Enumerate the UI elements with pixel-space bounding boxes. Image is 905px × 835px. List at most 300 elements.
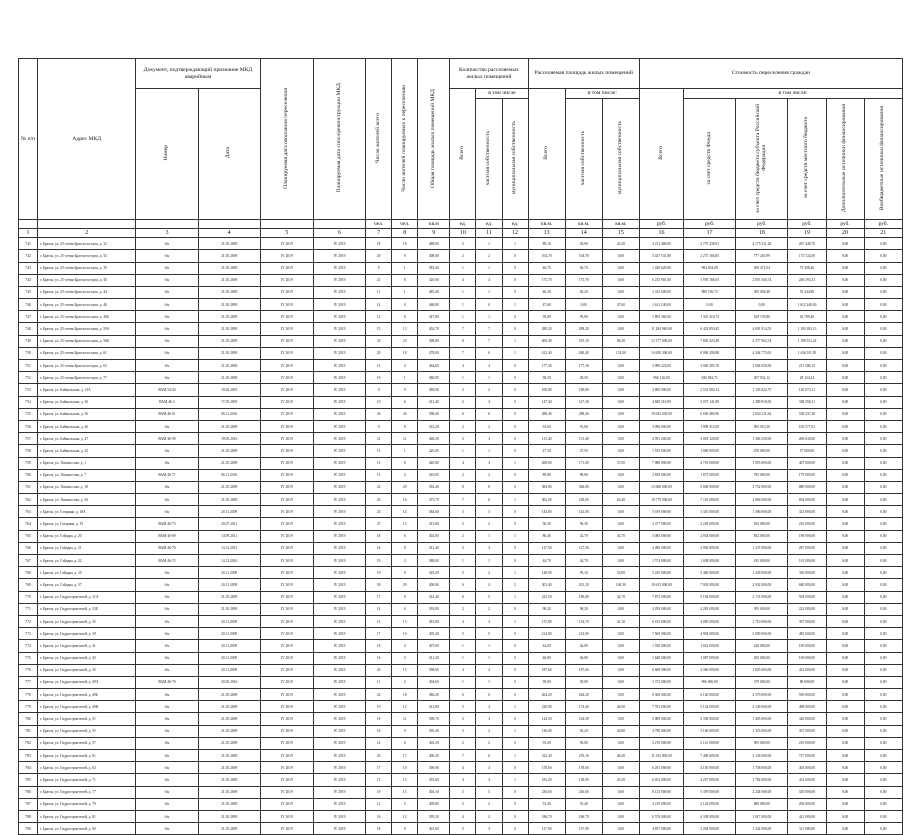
table-cell: б/н <box>136 798 198 810</box>
table-row <box>19 518 903 530</box>
table-cell: 0 <box>502 640 528 652</box>
table-cell: 230,60 <box>528 786 565 798</box>
table-row <box>19 774 903 786</box>
table-cell: 0,00 <box>602 469 639 481</box>
table-cell: 75 308,46 <box>788 262 826 274</box>
table-cell: 0,00 <box>864 750 902 762</box>
table-cell: 0,00 <box>864 823 902 835</box>
table-cell: 398,40 <box>418 408 450 420</box>
table-cell: 39,00 <box>528 676 565 688</box>
table-cell: 20.11.2009 <box>198 664 260 676</box>
table-cell: 40,20 <box>528 286 565 298</box>
table-row <box>19 579 903 591</box>
table-cell: 0 <box>502 408 528 420</box>
table-cell: 12 <box>392 701 418 713</box>
row-number-cell: 785 <box>19 774 38 786</box>
table-cell: 11 <box>366 676 392 688</box>
table-cell: IV 2019 <box>260 408 313 420</box>
table-cell: 307 032,12 <box>736 372 788 384</box>
table-cell: 0,00 <box>826 299 864 311</box>
table-cell: IV 2019 <box>313 713 365 725</box>
table-cell: 1 550 000,00 <box>639 640 683 652</box>
table-body <box>19 238 903 835</box>
table-cell: 27 <box>366 518 392 530</box>
table-cell: 21.05.2009 <box>198 238 260 250</box>
table-cell: 4 849 310,00 <box>639 396 683 408</box>
table-cell: б/н <box>136 481 198 493</box>
table-cell: 0,00 <box>826 530 864 542</box>
table-cell: 0,00 <box>826 274 864 286</box>
table-cell: 955 000,00 <box>736 603 788 615</box>
table-cell: 104,70 <box>565 250 602 262</box>
table-cell: 15 <box>366 469 392 481</box>
row-number-cell: 757 <box>19 433 38 445</box>
table-cell: 0 <box>502 628 528 640</box>
address-cell: г. Братск, ул. 25-летия Братскгэсстроя, д. 61 <box>38 347 136 359</box>
table-cell: 0,00 <box>826 676 864 688</box>
table-cell: 7 <box>476 323 502 335</box>
table-cell: 0,00 <box>826 542 864 554</box>
table-cell: 0,00 <box>826 469 864 481</box>
table-cell: IV 2019 <box>260 518 313 530</box>
table-cell: 23 <box>366 506 392 518</box>
table-cell: 20 <box>366 664 392 676</box>
address-cell: г. Братск, ул. 25-летия Братскгэсстроя, д. 44 <box>38 286 136 298</box>
table-cell: б/н <box>136 420 198 432</box>
table-cell: 596 000,00 <box>788 689 826 701</box>
header-doc-number: Номер <box>136 89 198 220</box>
table-cell: IV 2019 <box>260 713 313 725</box>
table-cell: 21.05.2009 <box>198 725 260 737</box>
table-cell: 14 <box>366 603 392 615</box>
table-cell: б/н <box>136 274 198 286</box>
table-cell: 7 490 000,00 <box>684 750 736 762</box>
table-cell: 13 <box>366 615 392 627</box>
table-cell: 6 <box>450 689 476 701</box>
table-cell: 400,20 <box>418 750 450 762</box>
table-cell: 7 <box>476 335 502 347</box>
table-cell: 0,00 <box>864 481 902 493</box>
table-cell: 7 <box>450 323 476 335</box>
column-number: 14 <box>565 229 602 238</box>
table-cell: 504 000,00 <box>788 591 826 603</box>
table-cell: 392,40 <box>418 481 450 493</box>
header-rooms-private: частная собственность <box>476 99 502 220</box>
header-cost-extra-sources: Дополнительные источники финансирования <box>826 99 864 220</box>
table-cell: 852 000,00 <box>736 530 788 542</box>
table-cell: 0,00 <box>602 652 639 664</box>
table-cell: 4 175 311,28 <box>736 238 788 250</box>
table-cell: 8 <box>392 542 418 554</box>
table-cell: 1 893 360,00 <box>639 311 683 323</box>
table-cell: 3 377 000,00 <box>639 518 683 530</box>
table-cell: 0,00 <box>826 810 864 822</box>
table-cell: 8 123 000,00 <box>639 786 683 798</box>
table-cell: 4 <box>476 701 502 713</box>
unit-cell: ед. <box>476 220 502 229</box>
address-cell: г. Братск, ул. 25-летия Братскгэсстроя, д. 32 <box>38 238 136 250</box>
table-cell: ВАМ 46-72 <box>136 555 198 567</box>
table-row <box>19 640 903 652</box>
table-cell: б/н <box>136 494 198 506</box>
table-cell: 421 000,00 <box>788 810 826 822</box>
table-cell: 4 091 914,53 <box>736 323 788 335</box>
table-cell: 0 <box>502 786 528 798</box>
table-cell: 17 <box>392 750 418 762</box>
row-number-cell: 771 <box>19 603 38 615</box>
table-cell: 3 212 486,00 <box>639 238 683 250</box>
table-cell: 3 <box>392 652 418 664</box>
table-cell: 905 000,00 <box>736 737 788 749</box>
table-cell: 0 <box>502 798 528 810</box>
table-cell: 3 <box>450 713 476 725</box>
table-cell: ВАМ 46-70 <box>136 676 198 688</box>
header-no: № п/п <box>19 59 38 220</box>
table-cell: 216 000,00 <box>788 518 826 530</box>
table-cell: 0,00 <box>826 396 864 408</box>
table-cell: 464,60 <box>418 360 450 372</box>
table-cell: 134,70 <box>565 615 602 627</box>
table-cell: 8 096 290,88 <box>684 347 736 359</box>
table-cell: 46,80 <box>528 652 565 664</box>
table-cell: 0,00 <box>826 689 864 701</box>
table-cell: IV 2019 <box>313 786 365 798</box>
table-row <box>19 372 903 384</box>
table-cell: 21.05.2009 <box>198 250 260 262</box>
table-cell: 18 <box>366 713 392 725</box>
table-cell: 201,10 <box>565 579 602 591</box>
table-cell: 384,60 <box>418 506 450 518</box>
table-cell: 137,90 <box>528 823 565 835</box>
table-cell: 2 090 000,00 <box>736 628 788 640</box>
table-cell: 408,00 <box>418 250 450 262</box>
table-cell: 0,00 <box>864 372 902 384</box>
table-cell: IV 2019 <box>260 652 313 664</box>
table-cell: 323 000,00 <box>788 506 826 518</box>
table-cell: 3 460 000,00 <box>684 567 736 579</box>
table-cell: 520 000,00 <box>788 786 826 798</box>
row-number-cell: 751 <box>19 360 38 372</box>
table-cell: 5 194 000,00 <box>684 591 736 603</box>
table-row <box>19 433 903 445</box>
table-cell: 0,00 <box>602 737 639 749</box>
table-cell: 11 <box>392 713 418 725</box>
table-cell: 0,00 <box>602 689 639 701</box>
table-cell: 1 <box>450 311 476 323</box>
table-cell: 435 000,00 <box>736 555 788 567</box>
table-cell: 8 <box>392 311 418 323</box>
table-row <box>19 408 903 420</box>
address-cell: г. Братск, ул. Гидростроителей, д. 71 <box>38 774 136 786</box>
table-cell: 0,00 <box>602 481 639 493</box>
table-cell: 409,80 <box>418 798 450 810</box>
table-cell: б/н <box>136 372 198 384</box>
table-cell: 402,70 <box>418 323 450 335</box>
table-cell: 0,00 <box>864 420 902 432</box>
table-cell: 1 323 000,00 <box>736 725 788 737</box>
table-row <box>19 591 903 603</box>
table-cell: б/н <box>136 652 198 664</box>
table-cell: 2 273 166,85 <box>684 250 736 262</box>
table-cell: б/н <box>136 762 198 774</box>
table-cell: 0,00 <box>864 737 902 749</box>
table-cell: IV 2019 <box>260 676 313 688</box>
table-cell: 0 <box>502 360 528 372</box>
table-cell: IV 2019 <box>313 481 365 493</box>
table-cell: 0,00 <box>826 457 864 469</box>
units-row <box>19 220 903 229</box>
row-number-cell: 789 <box>19 823 38 835</box>
table-row <box>19 652 903 664</box>
table-cell: 0,00 <box>602 518 639 530</box>
table-cell: 412,40 <box>528 347 565 359</box>
row-number-cell: 763 <box>19 506 38 518</box>
table-cell: 16 <box>366 810 392 822</box>
table-cell: 96,30 <box>565 518 602 530</box>
table-row <box>19 823 903 835</box>
table-cell: 3 <box>476 506 502 518</box>
table-cell: 21.05.2009 <box>198 494 260 506</box>
table-cell: 347,80 <box>418 311 450 323</box>
row-number-cell: 769 <box>19 579 38 591</box>
table-cell: 214,90 <box>565 628 602 640</box>
column-number: 1 <box>19 229 38 238</box>
table-cell: 2 <box>476 250 502 262</box>
table-cell: 889 000,00 <box>736 798 788 810</box>
table-cell: 433,20 <box>418 420 450 432</box>
unit-cell: чел. <box>366 220 392 229</box>
table-cell: 3 <box>450 506 476 518</box>
table-cell: 383,40 <box>418 262 450 274</box>
unit-cell: руб. <box>639 220 683 229</box>
table-cell: 4 <box>476 579 502 591</box>
column-number: 2 <box>38 229 136 238</box>
table-cell: 0,00 <box>602 262 639 274</box>
table-cell: 1 <box>502 567 528 579</box>
table-cell: 14 <box>366 299 392 311</box>
table-cell: 388,00 <box>418 555 450 567</box>
table-cell: 0,00 <box>826 372 864 384</box>
table-cell: 0,00 <box>826 603 864 615</box>
table-cell: 0,00 <box>864 457 902 469</box>
table-cell: 6 422 850,45 <box>684 323 736 335</box>
table-cell: 311 000,00 <box>788 823 826 835</box>
table-cell: IV 2019 <box>260 299 313 311</box>
table-cell: 4 <box>392 469 418 481</box>
table-cell: IV 2019 <box>260 347 313 359</box>
table-cell: 0 <box>502 420 528 432</box>
table-cell: 6 <box>392 396 418 408</box>
table-cell: 0,00 <box>826 311 864 323</box>
table-cell: 0,00 <box>602 506 639 518</box>
column-number: 7 <box>366 229 392 238</box>
header-area-incl: в том числе: <box>565 89 639 99</box>
table-cell: IV 2019 <box>313 311 365 323</box>
table-cell: 2 570 000,00 <box>736 689 788 701</box>
table-cell: IV 2019 <box>260 762 313 774</box>
table-cell: 20 <box>366 750 392 762</box>
unit-cell: руб. <box>684 220 736 229</box>
table-cell: 8 <box>392 457 418 469</box>
table-cell: IV 2019 <box>313 469 365 481</box>
table-cell: 412,40 <box>418 396 450 408</box>
table-cell: 0,00 <box>602 823 639 835</box>
table-cell: 20.11.2009 <box>198 579 260 591</box>
address-cell: г. Братск, ул. Ломоносова, д. 1 <box>38 457 136 469</box>
row-number-cell: 773 <box>19 628 38 640</box>
table-cell: 211 508,13 <box>788 360 826 372</box>
table-cell: 2 770 438,91 <box>684 238 736 250</box>
unit-cell: чел. <box>392 220 418 229</box>
table-cell: IV 2019 <box>260 481 313 493</box>
table-cell: 411,20 <box>418 652 450 664</box>
header-rooms-total: Всего <box>450 89 476 220</box>
table-cell: 326 000,00 <box>788 713 826 725</box>
table-cell: 395 058,48 <box>736 286 788 298</box>
table-cell: 260,40 <box>565 347 602 359</box>
table-cell: 1 <box>392 286 418 298</box>
table-cell: 223,50 <box>528 591 565 603</box>
table-cell: 0 <box>502 689 528 701</box>
table-cell: 5 <box>450 701 476 713</box>
table-cell: 23 <box>392 335 418 347</box>
table-cell: 21.05.2009 <box>198 372 260 384</box>
table-cell: 0,00 <box>826 286 864 298</box>
table-cell: 86,40 <box>528 530 565 542</box>
row-number-cell: 761 <box>19 481 38 493</box>
table-cell: 1 535 000,00 <box>639 445 683 457</box>
row-number-cell: 774 <box>19 640 38 652</box>
table-cell: 94,30 <box>602 335 639 347</box>
address-cell: г. Братск, ул. Ломоносова, д. 18 <box>38 481 136 493</box>
table-cell: 2 854 211,64 <box>736 408 788 420</box>
table-cell: 2 932 000,00 <box>736 579 788 591</box>
table-cell: 4 <box>476 274 502 286</box>
table-cell: 0,00 <box>826 433 864 445</box>
table-cell: б/н <box>136 335 198 347</box>
table-cell: IV 2019 <box>313 567 365 579</box>
table-cell: 38,50 <box>528 372 565 384</box>
table-cell: 5 <box>392 798 418 810</box>
header-cost-incl: в том числе: <box>684 89 903 99</box>
table-cell: 19 <box>366 555 392 567</box>
address-cell: г. Братск, ул. Байкальская, д. 13А <box>38 384 136 396</box>
table-cell: 19.05.2016 <box>198 433 260 445</box>
table-cell: 395,40 <box>418 725 450 737</box>
row-number-cell: 786 <box>19 786 38 798</box>
table-cell: 175,80 <box>528 615 565 627</box>
table-cell: 15 <box>392 664 418 676</box>
table-cell: 389,00 <box>418 384 450 396</box>
table-cell: 59,80 <box>528 311 565 323</box>
row-number-cell: 777 <box>19 676 38 688</box>
table-cell: 1 <box>392 262 418 274</box>
column-number: 21 <box>864 229 902 238</box>
table-cell: 6 453 000,00 <box>639 774 683 786</box>
table-cell: 0,00 <box>864 323 902 335</box>
table-cell: 53,80 <box>602 567 639 579</box>
table-cell: 0,00 <box>864 786 902 798</box>
address-cell: г. Братск, ул. Гидростроителей, д. 61 <box>38 750 136 762</box>
table-cell: 21.05.2009 <box>198 737 260 749</box>
table-cell: 21.05.2009 <box>198 274 260 286</box>
table-cell: 288,40 <box>565 408 602 420</box>
table-cell: 0 <box>502 433 528 445</box>
table-cell: 1 <box>502 530 528 542</box>
table-cell: 289,20 <box>565 323 602 335</box>
table-cell: 14.12.2015 <box>198 542 260 554</box>
column-number: 19 <box>788 229 826 238</box>
table-cell: б/н <box>136 250 198 262</box>
row-number-cell: 762 <box>19 494 38 506</box>
table-cell: 984 834,09 <box>684 262 736 274</box>
table-cell: 178,60 <box>528 762 565 774</box>
table-cell: 413,80 <box>418 518 450 530</box>
table-cell: 20.11.2009 <box>198 567 260 579</box>
table-cell: 9 306 000,00 <box>639 689 683 701</box>
table-cell: б/н <box>136 591 198 603</box>
table-cell: 0,00 <box>826 664 864 676</box>
table-cell: 89,10 <box>528 238 565 250</box>
unit-cell: кв.м. <box>528 220 565 229</box>
table-cell: б/н <box>136 311 198 323</box>
table-cell: 1 955 000,00 <box>736 457 788 469</box>
table-cell: IV 2019 <box>313 750 365 762</box>
address-cell: г. Братск, ул. Ломоносова, д. 26 <box>38 494 136 506</box>
table-cell: 1 <box>502 299 528 311</box>
table-cell: 1 366 250,00 <box>736 433 788 445</box>
table-cell: 175,70 <box>565 274 602 286</box>
header-area-group: Расселяемая площадь жилых помещений <box>528 59 639 89</box>
table-cell: 0,00 <box>826 360 864 372</box>
table-cell: 5 <box>476 591 502 603</box>
table-cell: IV 2019 <box>260 494 313 506</box>
table-cell: 89,80 <box>565 469 602 481</box>
table-cell: 21.05.2009 <box>198 786 260 798</box>
table-cell: 0,00 <box>864 433 902 445</box>
table-cell: 1 446 911,95 <box>788 347 826 359</box>
table-cell: 1 574 000,00 <box>639 555 683 567</box>
table-cell: 43,80 <box>602 725 639 737</box>
table-cell: 0 <box>502 372 528 384</box>
table-cell: 538 337,40 <box>788 408 826 420</box>
table-cell: 127,50 <box>528 542 565 554</box>
table-cell: 21.05.2009 <box>198 603 260 615</box>
table-cell: 0,00 <box>826 506 864 518</box>
header-area-total: Всего <box>528 89 565 220</box>
table-cell: 43,70 <box>602 530 639 542</box>
table-row <box>19 323 903 335</box>
table-cell: 2 <box>450 420 476 432</box>
header-doc-date: Дата <box>198 89 260 220</box>
table-cell: IV 2019 <box>260 542 313 554</box>
table-cell: 2 <box>450 384 476 396</box>
table-row <box>19 810 903 822</box>
table-cell: 2 <box>476 737 502 749</box>
table-cell: 414 000,00 <box>788 774 826 786</box>
table-cell: 906 000,00 <box>684 676 736 688</box>
table-row <box>19 603 903 615</box>
table-cell: 17 <box>366 762 392 774</box>
unit-cell: руб. <box>826 220 864 229</box>
table-cell: 12 <box>366 311 392 323</box>
table-cell: IV 2019 <box>260 786 313 798</box>
table-cell: 37,00 <box>602 457 639 469</box>
table-cell: 0,00 <box>864 798 902 810</box>
table-cell: IV 2019 <box>260 372 313 384</box>
address-cell: г. Братск, ул. Байкальская, д. 56 <box>38 408 136 420</box>
table-cell: 22 <box>366 481 392 493</box>
